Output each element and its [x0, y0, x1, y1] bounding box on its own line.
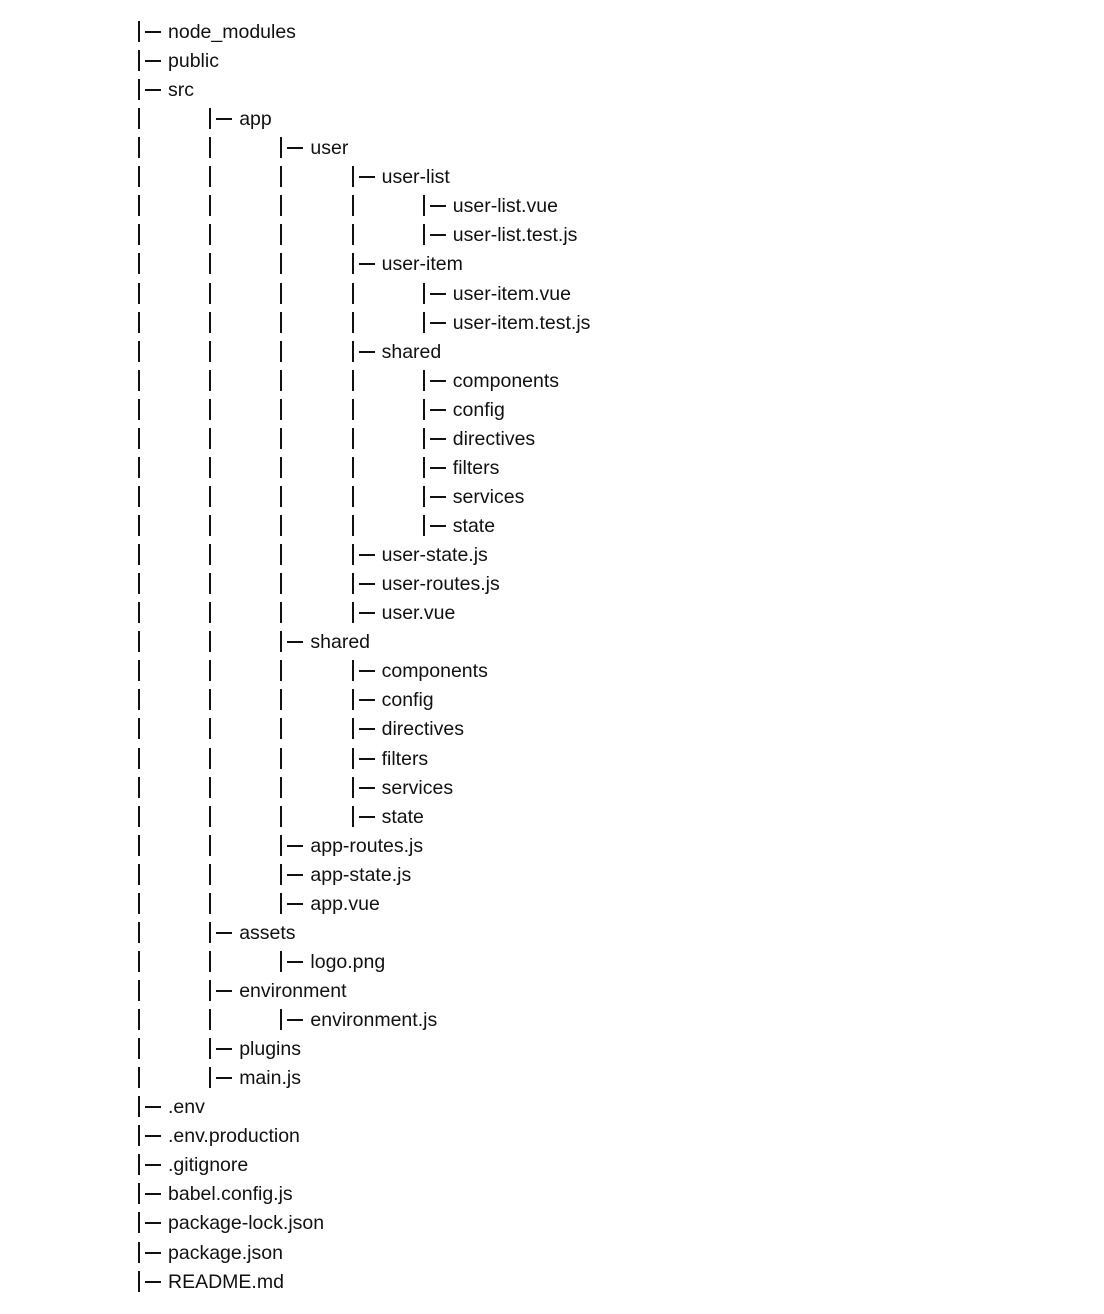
tree-entry-label: environment.js: [310, 1009, 438, 1032]
tree-guide-line: [138, 341, 140, 362]
tree-row: [0, 1093, 1104, 1122]
tree-branch-tick: [280, 1009, 282, 1030]
tree-branch-dash: [359, 612, 375, 614]
tree-guide-line: [209, 312, 211, 333]
tree-guide-line: [280, 777, 282, 798]
tree-row: [0, 163, 1104, 192]
tree-branch-tick: [209, 922, 211, 943]
tree-entry-label: user-list.vue: [452, 195, 558, 218]
tree-entry-label: plugins: [239, 1038, 301, 1061]
tree-guide-line: [280, 166, 282, 187]
tree-entry-label: filters: [381, 747, 429, 770]
tree-branch-tick: [423, 399, 425, 420]
tree-row: [0, 18, 1104, 47]
tree-entry-label: user-state.js: [381, 544, 488, 567]
tree-branch-tick: [280, 835, 282, 856]
tree-branch-dash: [430, 409, 446, 411]
tree-row: [0, 280, 1104, 309]
tree-branch-dash: [145, 1164, 161, 1166]
tree-entry-label: app-state.js: [310, 863, 412, 886]
tree-branch-tick: [352, 544, 354, 565]
tree-entry-label: shared: [381, 340, 442, 363]
tree-branch-tick: [352, 689, 354, 710]
tree-row: [0, 890, 1104, 919]
tree-branch-tick: [209, 1038, 211, 1059]
tree-branch-dash: [145, 89, 161, 91]
tree-branch-tick: [423, 515, 425, 536]
tree-guide-line: [138, 864, 140, 885]
tree-branch-dash: [287, 903, 303, 905]
tree-guide-line: [280, 224, 282, 245]
tree-entry-label: app-routes.js: [310, 834, 424, 857]
tree-branch-dash: [430, 293, 446, 295]
tree-guide-line: [209, 1009, 211, 1030]
tree-branch-dash: [287, 641, 303, 643]
tree-guide-line: [138, 253, 140, 274]
tree-entry-label: config: [452, 398, 505, 421]
tree-guide-line: [280, 573, 282, 594]
tree-branch-tick: [423, 428, 425, 449]
tree-entry-label: filters: [452, 456, 500, 479]
tree-branch-dash: [287, 147, 303, 149]
tree-guide-line: [280, 748, 282, 769]
tree-guide-line: [352, 457, 354, 478]
tree-guide-line: [352, 515, 354, 536]
tree-guide-line: [138, 370, 140, 391]
tree-guide-line: [138, 137, 140, 158]
tree-entry-label: package-lock.json: [168, 1212, 325, 1235]
tree-row: [0, 686, 1104, 715]
tree-guide-line: [209, 573, 211, 594]
tree-guide-line: [138, 486, 140, 507]
tree-entry-label: .gitignore: [168, 1154, 249, 1177]
tree-row: [0, 774, 1104, 803]
tree-row: [0, 76, 1104, 105]
tree-branch-dash: [359, 787, 375, 789]
tree-branch-dash: [430, 496, 446, 498]
tree-guide-line: [138, 544, 140, 565]
tree-branch-dash: [430, 380, 446, 382]
tree-guide-line: [280, 544, 282, 565]
tree-branch-tick: [209, 980, 211, 1001]
tree-entry-label: config: [381, 689, 434, 712]
tree-guide-line: [209, 864, 211, 885]
tree-guide-line: [209, 718, 211, 739]
tree-guide-line: [280, 718, 282, 739]
tree-entry-label: user-list: [381, 166, 450, 189]
tree-branch-dash: [359, 351, 375, 353]
tree-branch-dash: [430, 525, 446, 527]
tree-branch-dash: [359, 670, 375, 672]
tree-branch-dash: [430, 205, 446, 207]
tree-entry-label: components: [452, 369, 560, 392]
tree-row: [0, 745, 1104, 774]
tree-row: [0, 47, 1104, 76]
tree-branch-tick: [209, 1067, 211, 1088]
tree-guide-line: [138, 835, 140, 856]
tree-branch-dash: [145, 31, 161, 33]
tree-row: [0, 541, 1104, 570]
tree-guide-line: [209, 515, 211, 536]
tree-branch-tick: [352, 341, 354, 362]
tree-branch-dash: [216, 990, 232, 992]
tree-guide-line: [209, 544, 211, 565]
tree-branch-dash: [216, 1048, 232, 1050]
tree-guide-line: [138, 748, 140, 769]
tree-guide-line: [209, 486, 211, 507]
tree-guide-line: [280, 399, 282, 420]
tree-branch-tick: [352, 253, 354, 274]
tree-entry-label: directives: [452, 427, 536, 450]
tree-guide-line: [138, 777, 140, 798]
tree-guide-line: [209, 893, 211, 914]
tree-guide-line: [209, 660, 211, 681]
tree-guide-line: [209, 341, 211, 362]
tree-branch-tick: [138, 21, 140, 42]
tree-branch-tick: [138, 1271, 140, 1292]
tree-entry-label: src: [168, 79, 194, 102]
tree-entry-label: environment: [239, 979, 347, 1002]
tree-row: [0, 1006, 1104, 1035]
tree-guide-line: [138, 893, 140, 914]
tree-branch-dash: [359, 699, 375, 701]
tree-row: [0, 657, 1104, 686]
tree-branch-dash: [145, 60, 161, 62]
tree-row: [0, 1064, 1104, 1093]
tree-guide-line: [138, 283, 140, 304]
tree-row: [0, 919, 1104, 948]
tree-branch-tick: [423, 283, 425, 304]
tree-row: [0, 454, 1104, 483]
tree-branch-tick: [423, 312, 425, 333]
tree-entry-label: services: [452, 485, 525, 508]
tree-guide-line: [138, 166, 140, 187]
tree-row: [0, 105, 1104, 134]
tree-row: [0, 192, 1104, 221]
tree-guide-line: [138, 718, 140, 739]
tree-row: [0, 1239, 1104, 1268]
tree-entry-label: main.js: [239, 1067, 301, 1090]
tree-branch-dash: [145, 1106, 161, 1108]
tree-row: [0, 1035, 1104, 1064]
tree-row: [0, 338, 1104, 367]
tree-branch-dash: [287, 1019, 303, 1021]
tree-row: [0, 1122, 1104, 1151]
tree-branch-tick: [138, 1242, 140, 1263]
tree-branch-dash: [216, 932, 232, 934]
tree-branch-dash: [145, 1135, 161, 1137]
tree-guide-line: [209, 195, 211, 216]
tree-guide-line: [209, 283, 211, 304]
tree-branch-tick: [352, 748, 354, 769]
tree-guide-line: [280, 515, 282, 536]
tree-guide-line: [209, 224, 211, 245]
tree-entry-label: .env.production: [168, 1125, 300, 1148]
tree-guide-line: [138, 1067, 140, 1088]
tree-row: [0, 250, 1104, 279]
tree-branch-tick: [209, 108, 211, 129]
tree-row: [0, 803, 1104, 832]
tree-branch-dash: [145, 1193, 161, 1195]
tree-branch-tick: [280, 137, 282, 158]
tree-entry-label: babel.config.js: [168, 1183, 293, 1206]
tree-branch-tick: [138, 1125, 140, 1146]
tree-branch-dash: [145, 1252, 161, 1254]
tree-entry-label: logo.png: [310, 950, 386, 973]
tree-guide-line: [209, 689, 211, 710]
tree-guide-line: [352, 428, 354, 449]
tree-branch-dash: [430, 234, 446, 236]
tree-row: [0, 1180, 1104, 1209]
tree-branch-dash: [359, 176, 375, 178]
tree-branch-tick: [423, 195, 425, 216]
tree-branch-tick: [352, 573, 354, 594]
tree-branch-dash: [359, 728, 375, 730]
tree-branch-tick: [423, 486, 425, 507]
tree-branch-dash: [359, 263, 375, 265]
tree-row: [0, 1268, 1104, 1297]
tree-guide-line: [138, 399, 140, 420]
tree-guide-line: [138, 428, 140, 449]
tree-branch-tick: [423, 224, 425, 245]
tree-guide-line: [209, 457, 211, 478]
tree-row: [0, 861, 1104, 890]
tree-guide-line: [209, 602, 211, 623]
tree-entry-label: components: [381, 660, 488, 683]
tree-branch-dash: [145, 1222, 161, 1224]
tree-entry-label: user-item: [381, 253, 463, 276]
tree-branch-dash: [359, 554, 375, 556]
tree-branch-dash: [216, 118, 232, 120]
tree-row: [0, 715, 1104, 744]
tree-guide-line: [209, 951, 211, 972]
tree-guide-line: [209, 399, 211, 420]
tree-guide-line: [209, 748, 211, 769]
tree-guide-line: [280, 428, 282, 449]
tree-entry-label: node_modules: [168, 21, 296, 43]
tree-row: [0, 483, 1104, 512]
tree-branch-tick: [280, 631, 282, 652]
tree-guide-line: [138, 951, 140, 972]
tree-guide-line: [280, 283, 282, 304]
tree-guide-line: [138, 224, 140, 245]
tree-row: [0, 832, 1104, 861]
tree-entry-label: user-item.test.js: [452, 311, 591, 334]
tree-guide-line: [209, 137, 211, 158]
tree-guide-line: [138, 312, 140, 333]
tree-branch-dash: [430, 322, 446, 324]
tree-guide-line: [352, 312, 354, 333]
tree-guide-line: [280, 486, 282, 507]
tree-branch-tick: [352, 777, 354, 798]
tree-guide-line: [138, 573, 140, 594]
tree-guide-line: [138, 980, 140, 1001]
tree-guide-line: [352, 224, 354, 245]
tree-entry-label: assets: [239, 921, 296, 944]
tree-row: [0, 570, 1104, 599]
tree-branch-tick: [352, 718, 354, 739]
tree-entry-label: .env: [168, 1096, 205, 1119]
tree-branch-tick: [138, 50, 140, 71]
tree-entry-label: app.vue: [310, 892, 380, 915]
tree-row: [0, 396, 1104, 425]
tree-branch-tick: [138, 1096, 140, 1117]
tree-row: [0, 1151, 1104, 1180]
tree-guide-line: [138, 1009, 140, 1030]
tree-guide-line: [280, 195, 282, 216]
tree-row: [0, 1209, 1104, 1238]
tree-entry-label: user-routes.js: [381, 573, 500, 596]
tree-guide-line: [209, 631, 211, 652]
tree-entry-label: user.vue: [381, 602, 456, 625]
tree-guide-line: [138, 1038, 140, 1059]
tree-branch-tick: [423, 457, 425, 478]
tree-branch-tick: [280, 893, 282, 914]
tree-guide-line: [209, 166, 211, 187]
tree-row: [0, 628, 1104, 657]
tree-guide-line: [209, 777, 211, 798]
tree-entry-label: state: [381, 805, 424, 828]
tree-branch-tick: [352, 602, 354, 623]
tree-branch-tick: [280, 951, 282, 972]
tree-row: [0, 599, 1104, 628]
tree-guide-line: [209, 370, 211, 391]
tree-guide-line: [209, 806, 211, 827]
tree-guide-line: [280, 457, 282, 478]
tree-branch-dash: [430, 467, 446, 469]
tree-branch-dash: [287, 874, 303, 876]
tree-guide-line: [138, 922, 140, 943]
tree-branch-tick: [138, 79, 140, 100]
tree-guide-line: [138, 806, 140, 827]
tree-entry-label: user-list.test.js: [452, 224, 578, 247]
tree-guide-line: [352, 370, 354, 391]
tree-guide-line: [138, 457, 140, 478]
tree-row: [0, 977, 1104, 1006]
tree-entry-label: services: [381, 776, 454, 799]
tree-entry-label: user: [310, 137, 349, 160]
tree-branch-tick: [352, 660, 354, 681]
tree-branch-tick: [138, 1154, 140, 1175]
tree-branch-tick: [280, 864, 282, 885]
tree-guide-line: [209, 835, 211, 856]
tree-guide-line: [280, 806, 282, 827]
tree-guide-line: [280, 341, 282, 362]
tree-guide-line: [352, 399, 354, 420]
tree-guide-line: [280, 660, 282, 681]
tree-row: [0, 367, 1104, 396]
tree-branch-dash: [359, 583, 375, 585]
tree-entry-label: public: [168, 50, 219, 73]
tree-branch-dash: [287, 845, 303, 847]
tree-guide-line: [209, 253, 211, 274]
tree-entry-label: app: [239, 108, 272, 131]
tree-guide-line: [138, 689, 140, 710]
tree-entry-label: package.json: [168, 1241, 283, 1264]
tree-guide-line: [280, 312, 282, 333]
tree-guide-line: [352, 486, 354, 507]
tree-entry-label: shared: [310, 631, 371, 654]
tree-branch-tick: [138, 1212, 140, 1233]
tree-branch-dash: [359, 758, 375, 760]
tree-guide-line: [352, 283, 354, 304]
tree-branch-tick: [352, 806, 354, 827]
tree-guide-line: [280, 602, 282, 623]
tree-guide-line: [280, 689, 282, 710]
tree-entry-label: user-item.vue: [452, 282, 571, 305]
tree-row: [0, 512, 1104, 541]
tree-entry-label: state: [452, 515, 496, 538]
tree-guide-line: [280, 253, 282, 274]
tree-branch-tick: [138, 1183, 140, 1204]
tree-branch-dash: [287, 961, 303, 963]
tree-guide-line: [138, 108, 140, 129]
tree-guide-line: [138, 631, 140, 652]
tree-branch-dash: [430, 438, 446, 440]
tree-guide-line: [209, 428, 211, 449]
tree-row: [0, 948, 1104, 977]
tree-row: [0, 134, 1104, 163]
tree-guide-line: [138, 602, 140, 623]
tree-guide-line: [138, 515, 140, 536]
tree-branch-dash: [145, 1281, 161, 1283]
tree-entry-label: directives: [381, 718, 464, 741]
tree-branch-dash: [216, 1077, 232, 1079]
tree-entry-label: README.md: [168, 1270, 284, 1293]
tree-branch-dash: [359, 816, 375, 818]
tree-row: [0, 309, 1104, 338]
tree-branch-tick: [352, 166, 354, 187]
tree-guide-line: [138, 660, 140, 681]
tree-guide-line: [138, 195, 140, 216]
tree-guide-line: [280, 370, 282, 391]
tree-guide-line: [352, 195, 354, 216]
tree-row: [0, 425, 1104, 454]
tree-row: [0, 221, 1104, 250]
tree-branch-tick: [423, 370, 425, 391]
